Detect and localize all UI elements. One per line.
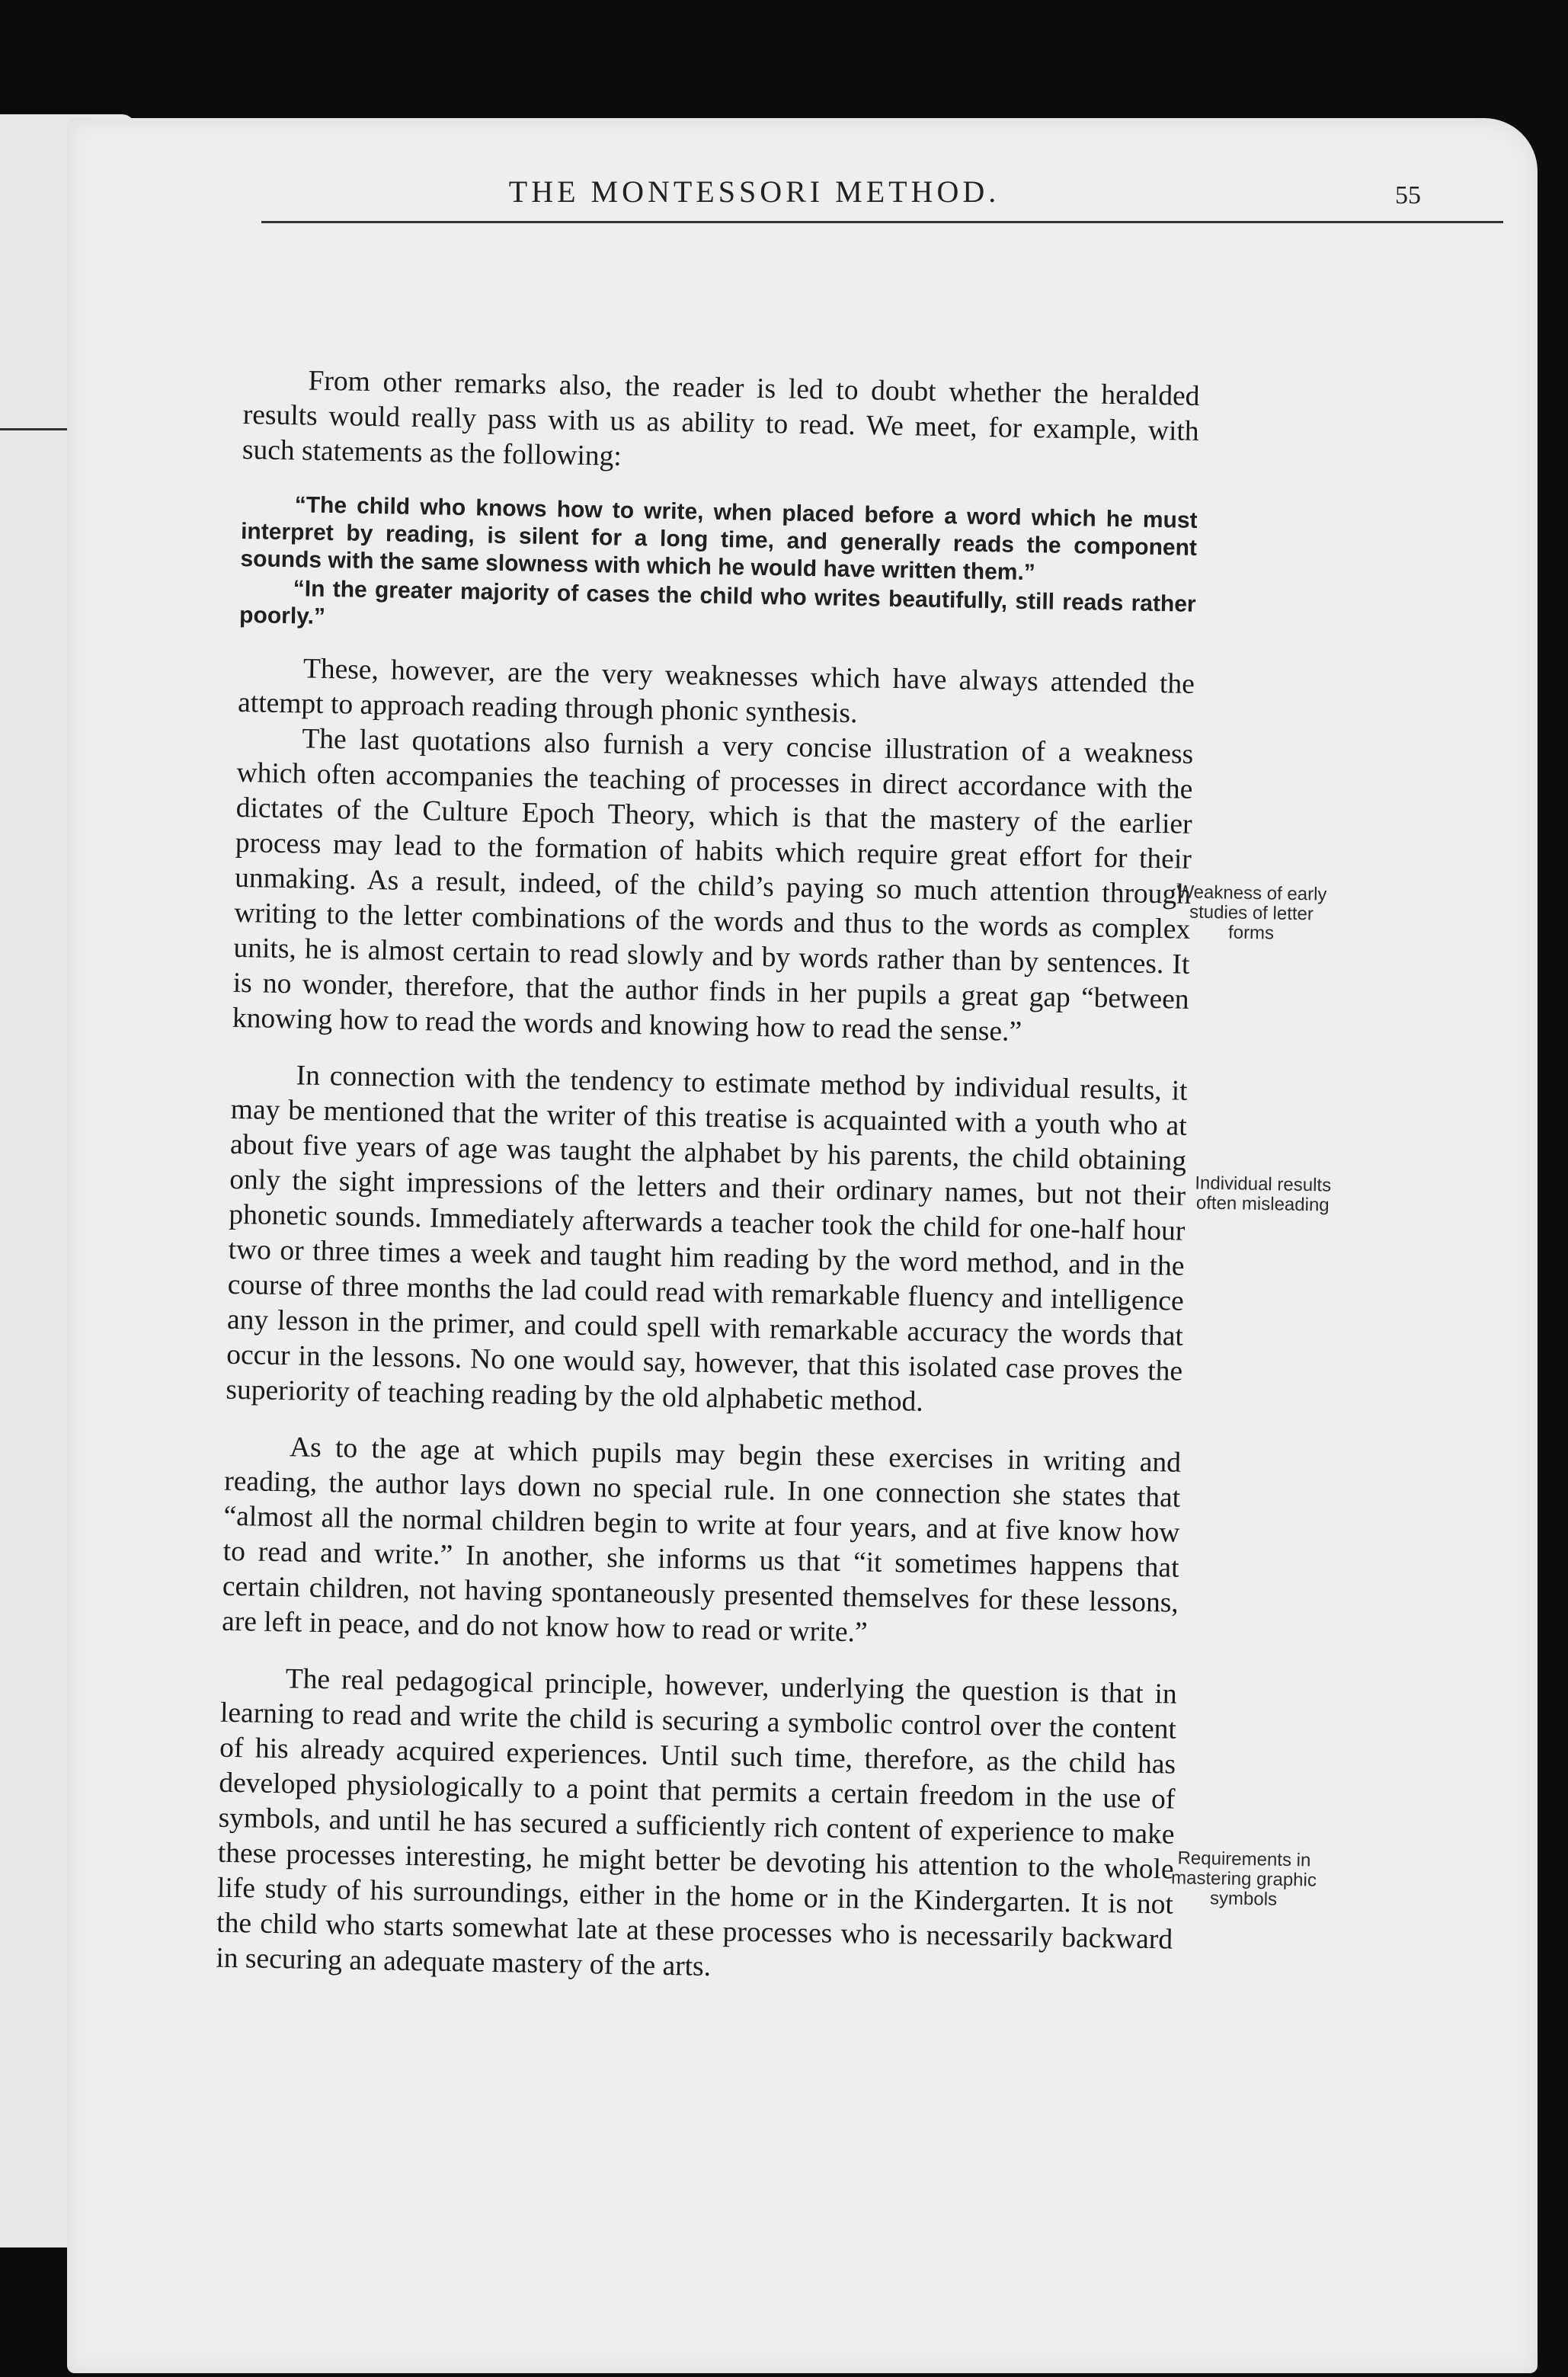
margin-note: Weakness of early studies of letter forms bbox=[1176, 881, 1327, 944]
paragraph: The last quotations also furnish a very concise illustration of a weakness which often accompanies the teaching of processes in direct accordance with the dictates of the Culture Epoch Theory, which is that the mastery of the earlier process may lead to the formation of habits which require great effort for their unmaking. As a result, indeed, of the child’s paying so much attention through writing to the letter combinations of the words and thus to the words as complex units, he is almost certain to read slowly and by words rather than by sentences. It is no wonder, therefore, that the author finds in her pupils a great gap “between knowing how to read the words and knowing how to read the sense.” bbox=[232, 723, 1194, 1048]
running-head: THE MONTESSORI METHOD. bbox=[508, 174, 1000, 209]
body-text bbox=[216, 363, 1200, 1993]
page-header bbox=[194, 174, 1421, 235]
margin-note: Individual results often misleading bbox=[1195, 1173, 1332, 1216]
paragraph: In connection with the tendency to estimate method by individual results, it may be mentioned that the writer of this treatise is acquainted with a youth who at about five years of age was taught the alphabet by his parents, the child obtaining only the sight impressions of the letters and their ordinary names, but not their phonetic sounds. Immediately afterwards a teacher took the child for one-half hour two or three times a week and taught him reading by the word method, and in the course of three months the lad could read with remarkable fluency and intelligence any lesson in the primer, and could spell with remarkable accuracy the words that occur in the lessons. No one would say, however, that this isolated case proves the superiority of teaching reading by the old alphabetic method. bbox=[226, 1060, 1188, 1418]
paragraph: As to the age at which pupils may begin these exercises in writing and reading, the author lays down no special rule. In one connection she states that “almost all the normal children begin to write at four years, and at five know how to read and write.” In another, she informs us that “it sometimes happens that certain children, not having spontaneously presented themselves for these lessons, are left in peace, and do not know how to read or write.” bbox=[221, 1432, 1182, 1649]
paragraph: From other remarks also, the reader is led to doubt whether the heralded results would really pass with us as ability to read. We meet, for example, with such statements as the following: bbox=[242, 365, 1200, 472]
margin-note: Requirements in mastering graphic symbols bbox=[1170, 1848, 1317, 1910]
paragraph: These, however, are the very weaknesses which have always attended the attempt to approach reading through phonic synthesis. bbox=[237, 653, 1195, 730]
block-quote: “The child who knows how to write, when placed before a word which he must interpret by reading, is silent for a long time, and generally reads the component sounds with the same slowness with which he would have written them.” bbox=[240, 492, 1198, 586]
paragraph: The real pedagogical principle, however, underlying the question is that in learning to read and write the child is securing a symbolic control over the content of his already acquired experiences. Until such time, therefore, as the child has developed physiologically to a point that permits a certain freedom in the use of symbols, and until he has secured a sufficiently rich content of experience to make these processes interesting, he might better be devoting his attention to the whole life study of his surroundings, either in the home or in the Kindergarten. It is not the child who starts somewhat late at these processes who is necessarily backward in securing an adequate mastery of the arts. bbox=[216, 1663, 1178, 1983]
page-number: 55 bbox=[1395, 181, 1421, 210]
header-rule bbox=[261, 221, 1503, 223]
block-quote: “In the greater majority of cases the child who writes beautifully, still reads rather poorly.” bbox=[238, 576, 1196, 629]
